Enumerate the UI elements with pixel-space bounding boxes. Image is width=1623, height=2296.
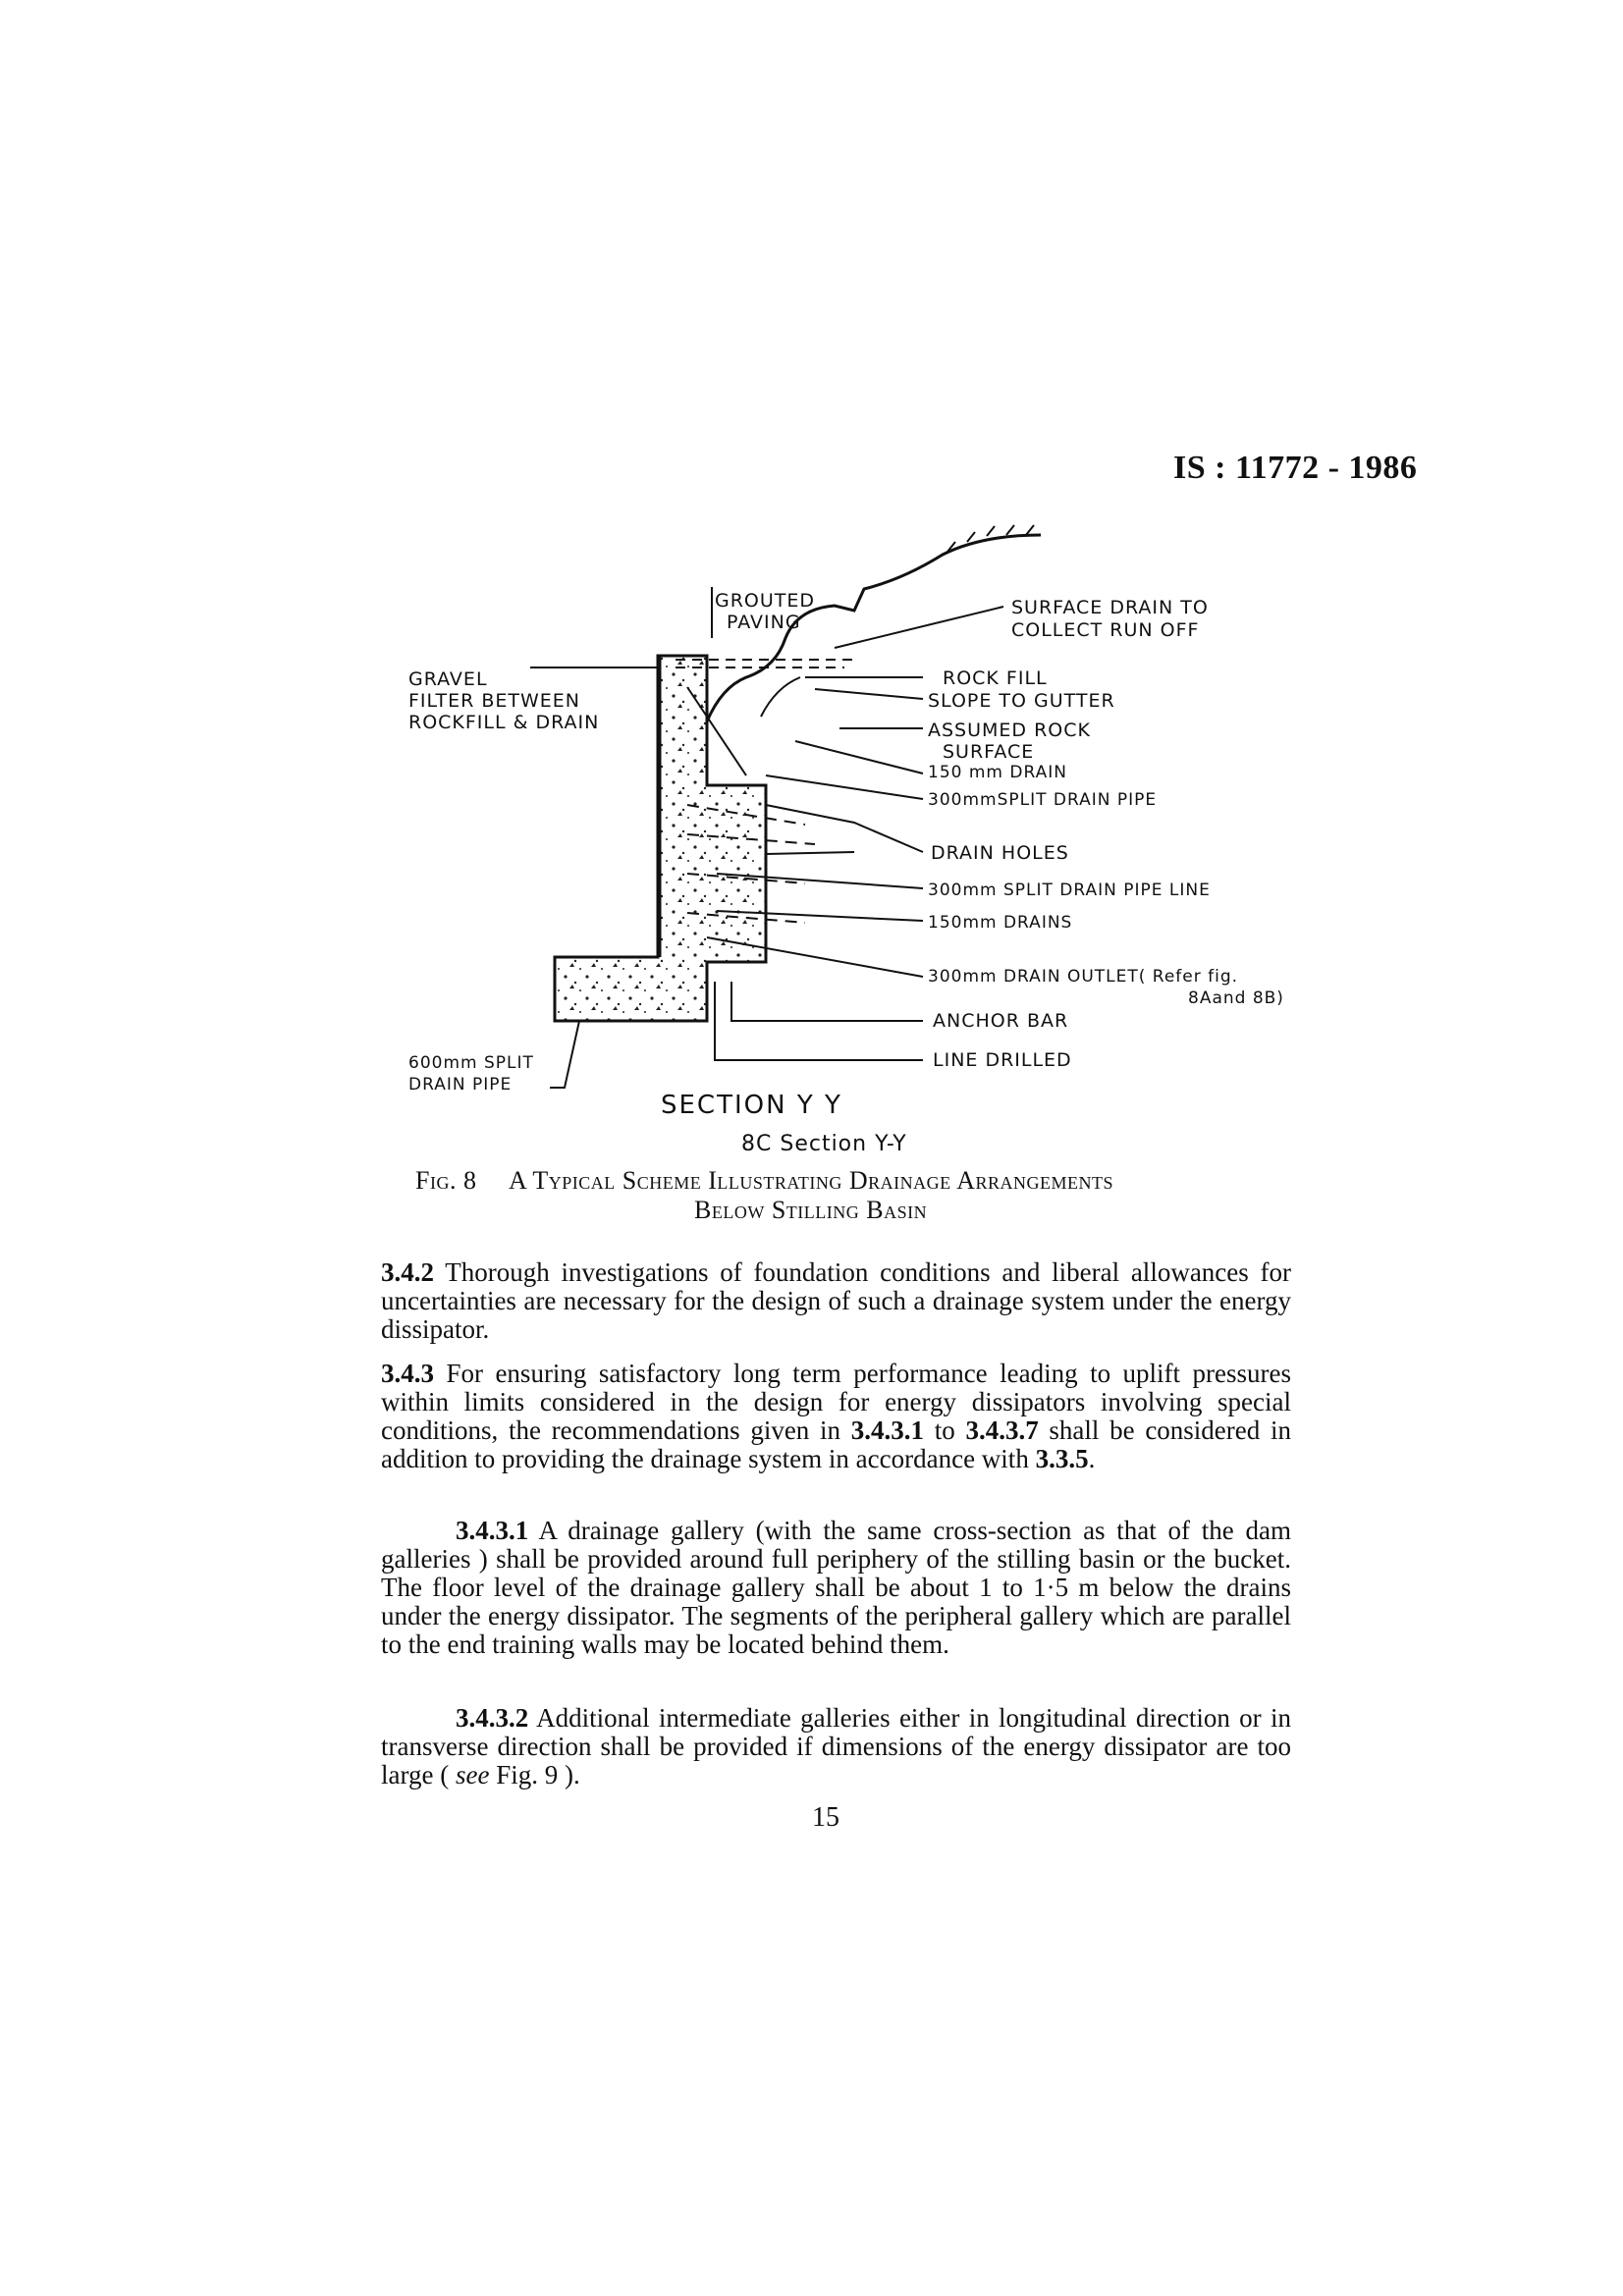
label-surface-drain: SURFACE DRAIN TO — [1011, 597, 1209, 618]
svg-text:ROCKFILL & DRAIN: ROCKFILL & DRAIN — [408, 712, 600, 733]
svg-text:SURFACE: SURFACE — [943, 741, 1035, 763]
figure-subtitle: 8C Section Y-Y — [741, 1132, 907, 1156]
paragraph-3-4-2: 3.4.2 Thorough investigations of foundation conditions and liberal allowances for uncertainties are necessary for the design of such a drainage system under the energy dissipator. — [381, 1257, 1291, 1344]
page-number: 15 — [812, 1802, 839, 1833]
caption-line-2: Below Stilling Basin — [694, 1196, 928, 1224]
svg-text:DRAIN PIPE: DRAIN PIPE — [408, 1075, 513, 1095]
label-150mm-drain: 150 mm DRAIN — [928, 763, 1067, 782]
label-split-drain-pipe-line: 300mm SPLIT DRAIN PIPE LINE — [928, 881, 1211, 900]
clause-number: 3.4.3 — [381, 1359, 434, 1388]
label-drain-holes: DRAIN HOLES — [931, 842, 1069, 864]
label-600mm-split-drain-pipe: 600mm SPLIT — [408, 1053, 534, 1073]
paragraph-3-4-3: 3.4.3 For ensuring satisfactory long term performance leading to uplift pressures within limits considered in the design for energy dissipators involving special conditions, the recommendations given in 3.4.3.1 to 3.4.3.7 shall be considered in addition to providing the drainage system in accordance with 3.3.5. — [381, 1359, 1291, 1473]
label-line-drilled: LINE DRILLED — [933, 1049, 1072, 1071]
paragraph-3-4-3-2: 3.4.3.2 Additional intermediate galleries either in longitudinal direction or in transverse direction shall be provided if dimensions of the energy dissipator are too large ( see Fig. 9 ). — [381, 1703, 1291, 1789]
clause-number: 3.4.2 — [381, 1257, 434, 1287]
clause-number: 3.4.3.2 — [456, 1703, 529, 1733]
figure-number: Fig. 8 — [415, 1166, 477, 1195]
figure-caption — [415, 1166, 1397, 1225]
label-assumed-rock: ASSUMED ROCK — [928, 720, 1091, 741]
label-grouted-paving: GROUTED — [715, 590, 816, 612]
section-title: SECTION Y Y — [661, 1091, 842, 1120]
label-slope: SLOPE TO GUTTER — [928, 690, 1115, 712]
svg-text:8Aand 8B): 8Aand 8B) — [1188, 988, 1284, 1008]
rockfill-slope — [761, 677, 800, 717]
label-150mm-drains: 150mm DRAINS — [928, 913, 1073, 933]
paragraph-3-4-3-1: 3.4.3.1 A drainage gallery (with the same cross-section as that of the dam galleries ) shall be provided around full periphery of the stilling basin or the bucket. The floor level of the drainage gallery shall be about 1 to 1·5 m below the drains under the energy dissipator. The segments of the peripheral gallery which are parallel to the end training walls may be located behind them. — [381, 1516, 1291, 1659]
svg-text:FILTER BETWEEN: FILTER BETWEEN — [408, 690, 581, 712]
standard-number: IS : 11772 - 1986 — [1173, 450, 1418, 486]
label-gravel-filter: GRAVEL — [408, 668, 488, 690]
caption-line-1: A Typical Scheme Illustrating Drainage Arrangements — [509, 1166, 1113, 1195]
label-drain-outlet: 300mm DRAIN OUTLET( Refer fig. — [928, 967, 1239, 987]
label-300mm-split-drain-pipe: 300mmSPLIT DRAIN PIPE — [928, 790, 1158, 810]
svg-text:COLLECT RUN OFF: COLLECT RUN OFF — [1011, 619, 1200, 641]
svg-text:PAVING: PAVING — [727, 612, 801, 633]
label-rock-fill: ROCK FILL — [943, 667, 1048, 689]
clause-number: 3.4.3.1 — [456, 1516, 529, 1545]
label-anchor-bar: ANCHOR BAR — [933, 1010, 1069, 1032]
